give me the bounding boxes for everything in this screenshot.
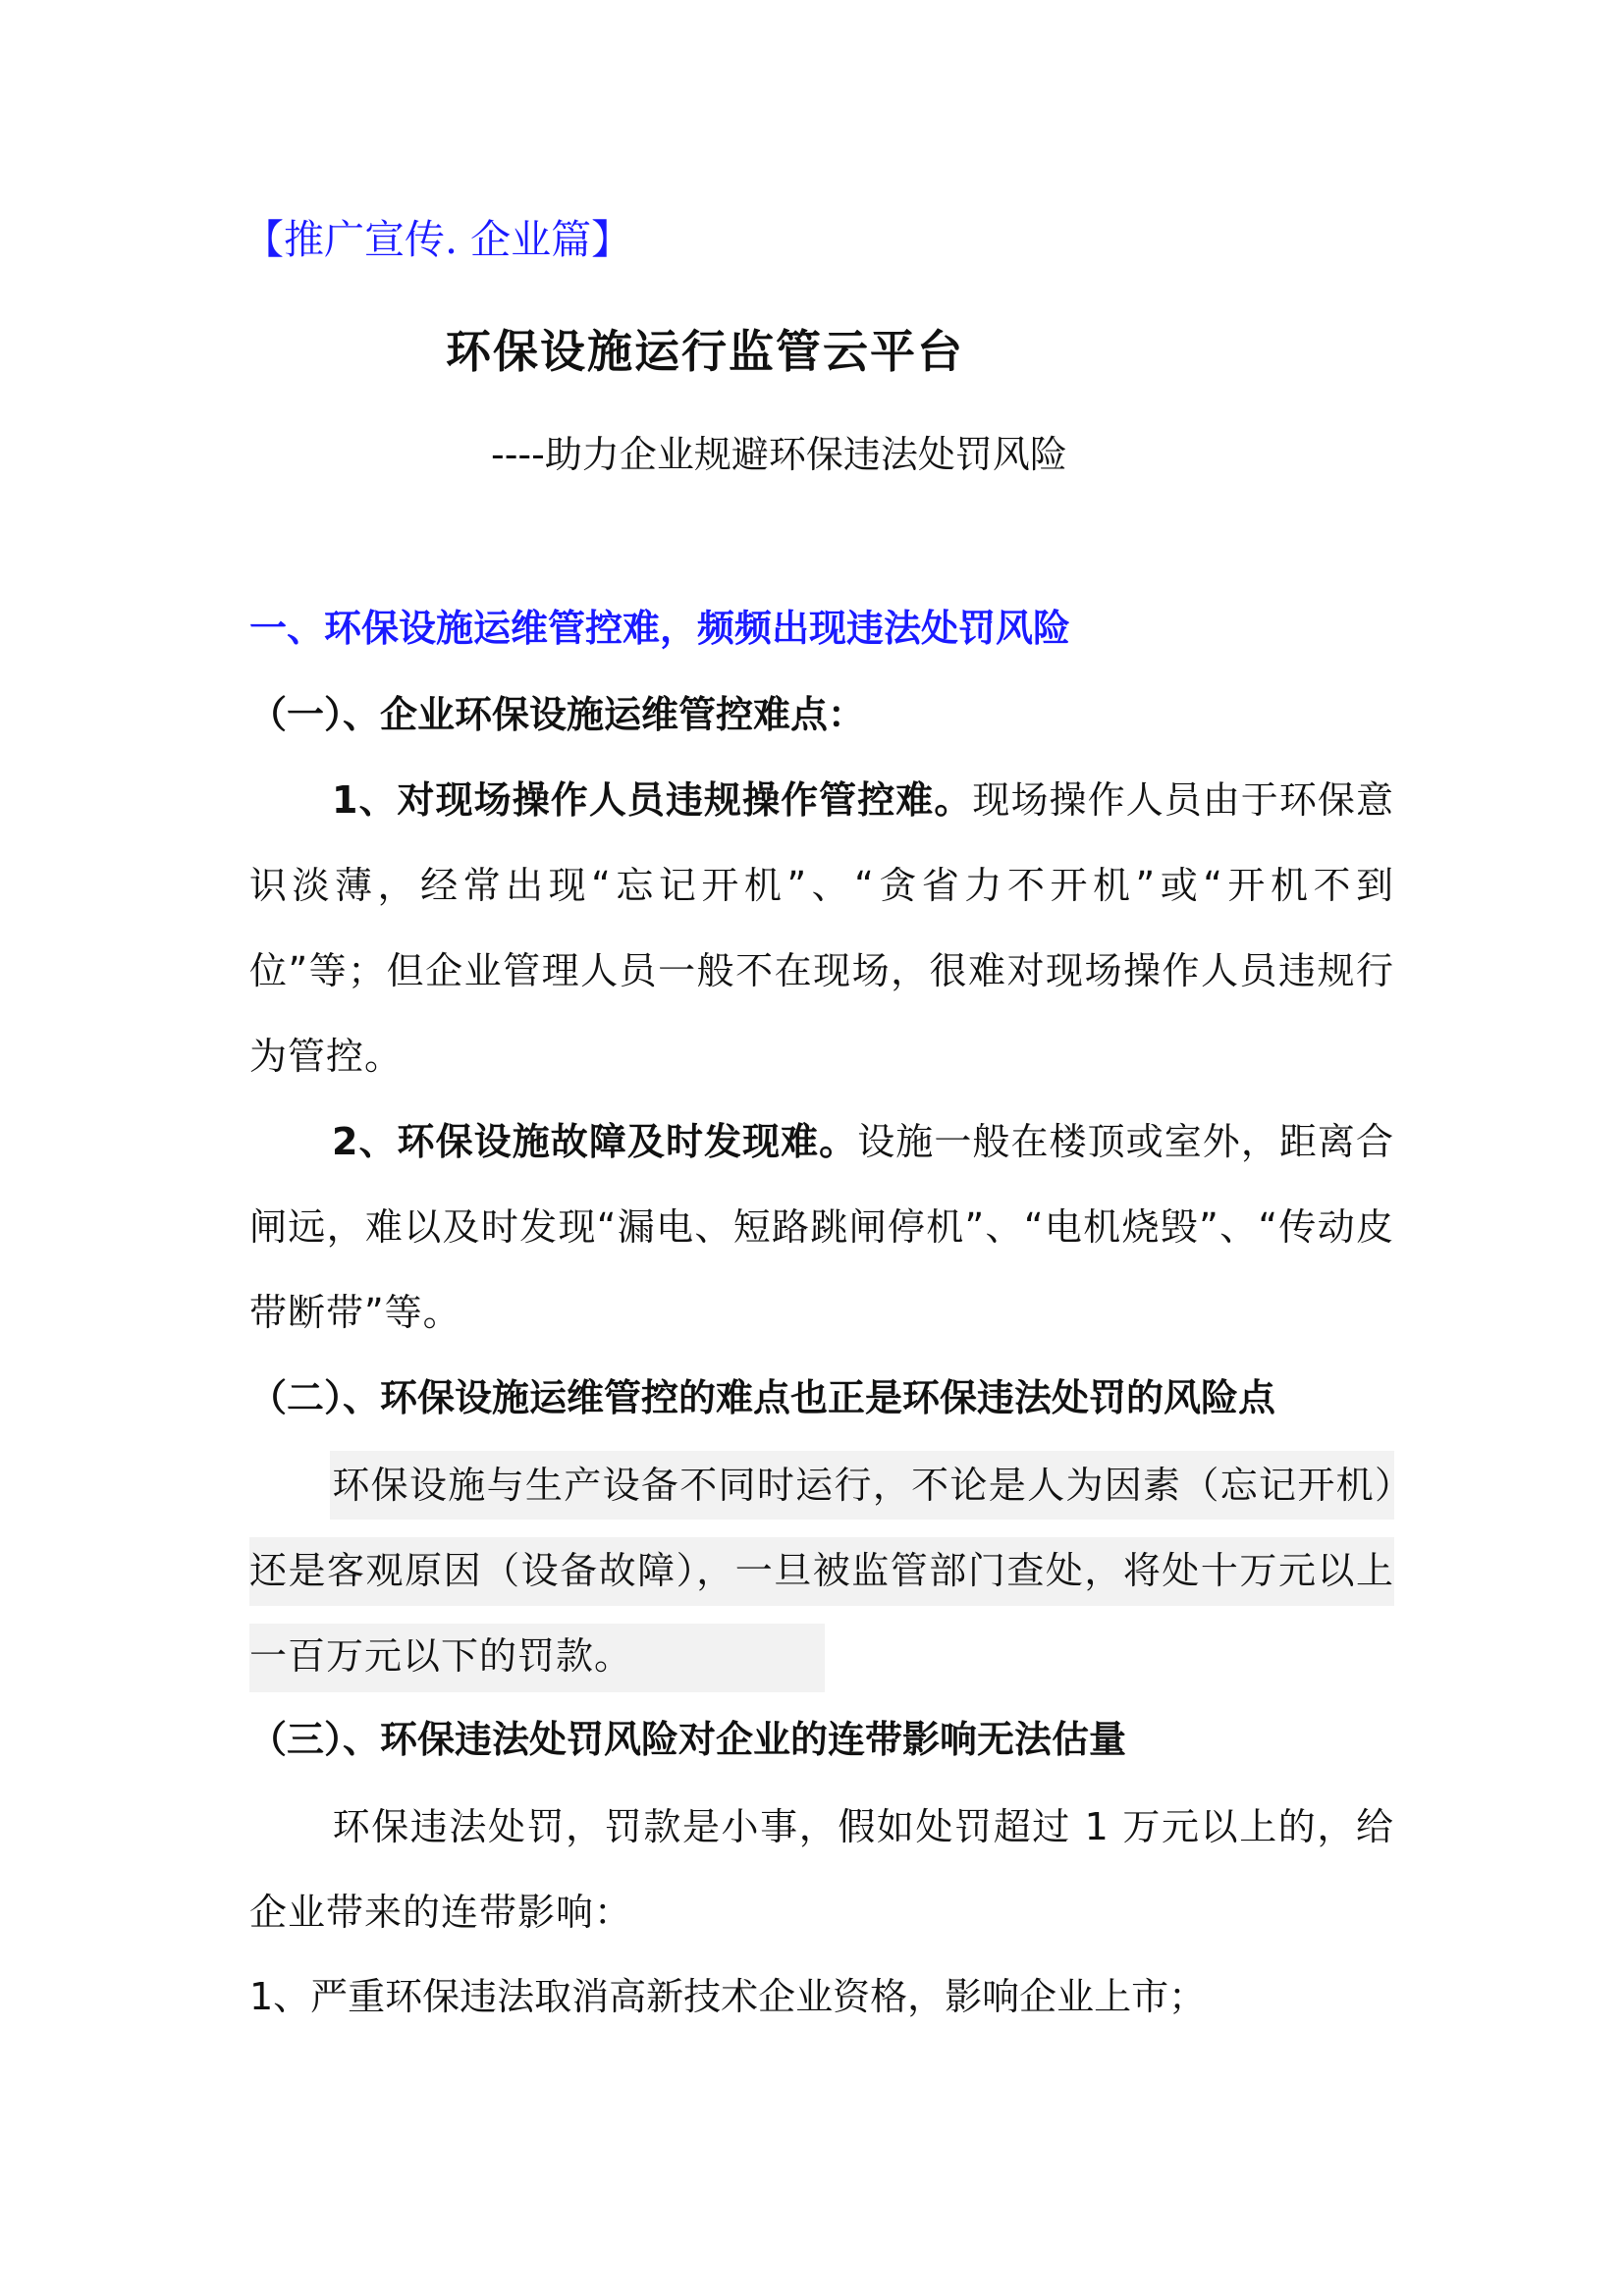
item-1-lead: 1、对现场操作人员违规操作管控难。	[332, 778, 973, 822]
paragraph-item-1	[249, 758, 1394, 1099]
paragraph-item-2	[249, 1099, 1394, 1356]
sub3-body-text: 环保违法处罚，罚款是小事，假如处罚超过 1 万元以上的，给企业带来的连带影响：	[249, 1805, 1394, 1934]
paragraph-sub3-body	[249, 1785, 1394, 1955]
paragraph-sub2-body	[249, 1443, 1394, 1699]
item-2-body: 设施一般在楼顶或室外，距离合闸远，难以及时发现“漏电、短路跳闸停机”、“电机烧毁”、“传动皮带断带”等。	[249, 1120, 1394, 1334]
document-tag: 【推广宣传. 企业篇】	[244, 216, 632, 263]
document-title: 环保设施运行监管云平台	[446, 325, 964, 378]
sub2-body-text: 环保设施与生产设备不同时运行，不论是人为因素（忘记开机）还是客观原因（设备故障），一旦被监管部门查处，将处十万元以上一百万元以下的罚款。	[249, 1464, 1394, 1678]
subsection-3-heading: （三）、环保违法处罚风险对企业的连带影响无法估量	[249, 1718, 1127, 1761]
item-1-body: 现场操作人员由于环保意识淡薄，经常出现“忘记开机”、“贪省力不开机”或“开机不到位”等；但企业管理人员一般不在现场，很难对现场操作人员违规行为管控。	[249, 778, 1394, 1078]
subsection-2-heading: （二）、环保设施运维管控的难点也正是环保违法处罚的风险点	[249, 1376, 1276, 1419]
subsection-1-heading: （一）、企业环保设施运维管控难点：	[249, 693, 866, 736]
sub3-item-1: 1、严重环保违法取消高新技术企业资格，影响企业上市；	[249, 1975, 1207, 2018]
section-1-heading: 一、环保设施运维管控难，频频出现违法处罚风险	[249, 607, 1071, 650]
item-2-lead: 2、环保设施故障及时发现难。	[332, 1120, 858, 1163]
document-subtitle: ----助力企业规避环保违法处罚风险	[491, 433, 1067, 476]
